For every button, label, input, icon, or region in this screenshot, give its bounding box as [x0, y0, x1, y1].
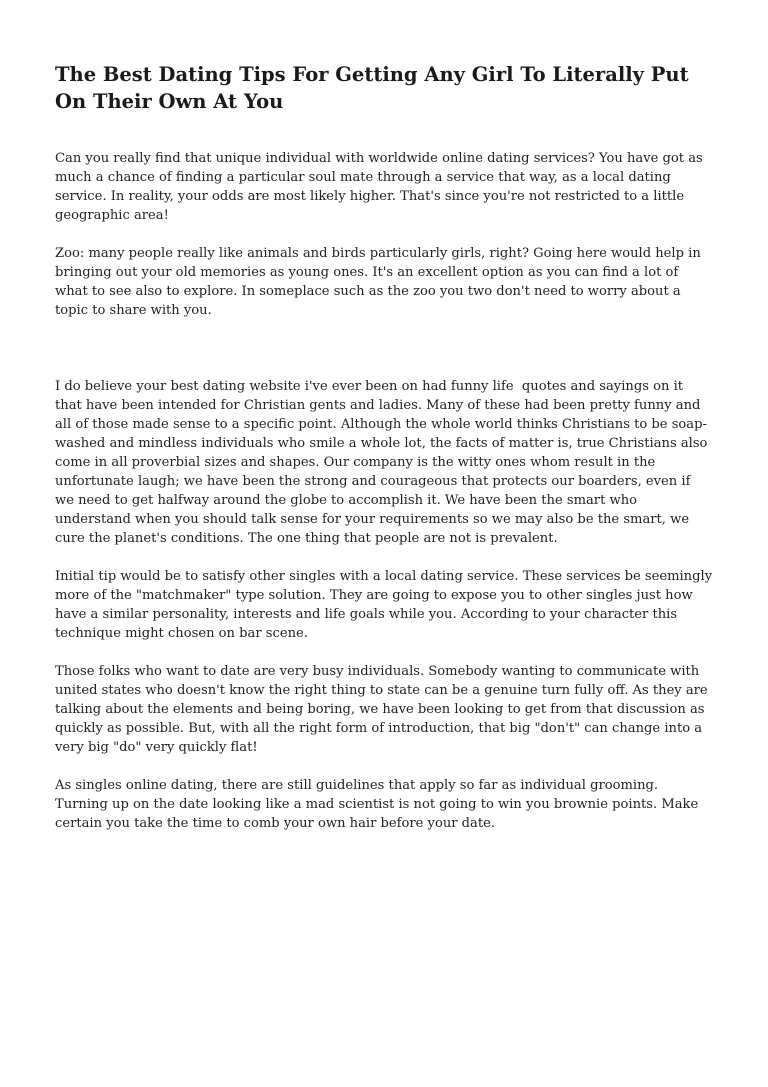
paragraph: Initial tip would be to satisfy other singles with a local dating service. These services be seemingly more of the "matchmaker" type solution. They are going to expose you to other singles just how have a similar personality, interests and life goals while you. According to your character this technique might chosen on bar scene. [55, 569, 717, 641]
paragraph: I do believe your best dating website i've ever been on had funny life quotes and sayings on it that have been intended for Christian gents and ladies. Many of these had been pretty funny and all of those made sense to a specific point. Although the whole world thinks Christians to be soap-washed and mindless individuals who smile a whole lot, the facts of matter is, true Christians also come in all proverbial sizes and shapes. Our company is the witty ones whom result in the unfortunate laugh; we have been the strong and courageous that protects our boarders, even if we need to get halfway around the globe to accomplish it. We have been the smart who understand when you should talk sense for your requirements so we may also be the smart, we cure the planet's conditions. The one thing that people are not is prevalent. [55, 379, 712, 546]
paragraph: Can you really find that unique individual with worldwide online dating services? You have got as much a chance of finding a particular soul mate through a service that way, as a local dating service. In reality, your odds are most likely higher. That's since you're not restricted to a little geographic area! [55, 151, 707, 223]
document-title: The Best Dating Tips For Getting Any Girl To Literally Put On Their Own At You [55, 63, 689, 113]
paragraph: Zoo: many people really like animals and birds particularly girls, right? Going here would help in bringing out your old memories as young ones. It's an excellent option as you can find a lot of what to see also to explore. In someplace such as the zoo you two don't need to worry about a topic to share with you. [55, 246, 705, 318]
paragraph: Those folks who want to date are very busy individuals. Somebody wanting to communicate with united states who doesn't know the right thing to state can be a genuine turn fully off. As they are talking about the elements and being boring, we have been looking to get from that discussion as quickly as possible. But, with all the right form of introduction, that big "don't" can change into a very big "do" very quickly flat! [55, 664, 712, 755]
paragraph: As singles online dating, there are still guidelines that apply so far as individual grooming. Turning up on the date looking like a mad scientist is not going to win you brownie points. Make certain you take the time to comb your own hair before your date. [55, 778, 703, 831]
